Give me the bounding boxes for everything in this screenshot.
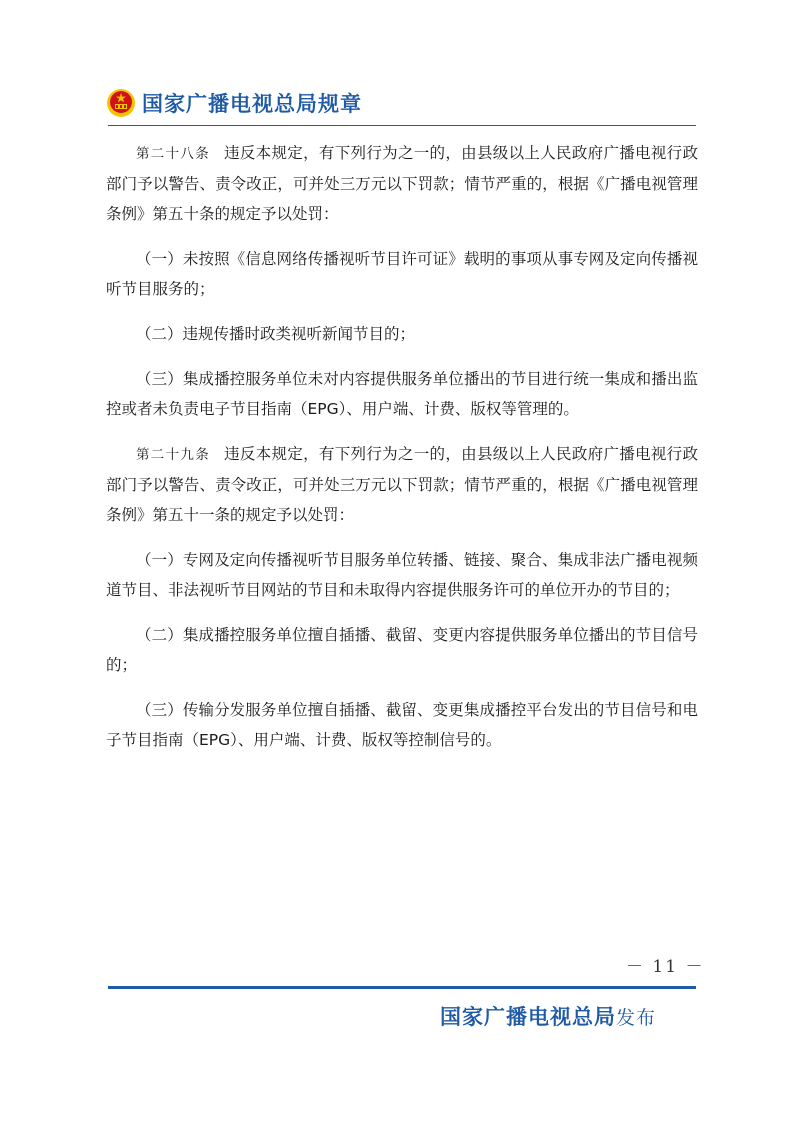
- article-paragraph: [106, 439, 698, 530]
- footer-divider: [108, 986, 696, 989]
- article-item: （一）专网及定向传播视听节目服务单位转播、链接、聚合、集成非法广播电视频道节目、非法视听节目网站的节目和未取得内容提供服务许可的单位开办的节目的；: [106, 551, 698, 599]
- article-item: （二）集成播控服务单位擅自插播、截留、变更内容提供服务单位播出的节目信号的；: [106, 626, 698, 674]
- article-number: 第二十八条: [136, 146, 211, 162]
- article-text: 违反本规定，有下列行为之一的，由县级以上人民政府广播电视行政部门予以警告、责令改正，可并处三万元以下罚款；情节严重的，根据《广播电视管理条例》第五十条的规定予以处罚：: [106, 144, 698, 223]
- footer-publisher: 国家广播电视总局: [440, 1005, 616, 1029]
- article-text: 违反本规定，有下列行为之一的，由县级以上人民政府广播电视行政部门予以警告、责令改正，可并处三万元以下罚款；情节严重的，根据《广播电视管理条例》第五十一条的规定予以处罚：: [106, 445, 698, 524]
- footer-suffix: 发布: [616, 1007, 657, 1029]
- article-item: （三）集成播控服务单位未对内容提供服务单位播出的节目进行统一集成和播出监控或者未负责电子节目指南（EPG）、用户端、计费、版权等管理的。: [106, 370, 698, 418]
- header-divider: [108, 125, 696, 126]
- article-item: （三）传输分发服务单位擅自插播、截留、变更集成播控平台发出的节目信号和电子节目指南（EPG）、用户端、计费、版权等控制信号的。: [106, 701, 698, 749]
- article-paragraph: [106, 138, 698, 229]
- national-emblem-icon: [106, 88, 136, 118]
- document-header: [106, 82, 362, 124]
- page-number: － 11 －: [626, 957, 705, 977]
- article-item: （二）违规传播时政类视听新闻节目的；: [136, 325, 416, 343]
- article-item: （一）未按照《信息网络传播视听节目许可证》载明的事项从事专网及定向传播视听节目服务的；: [106, 250, 698, 298]
- header-title: 国家广播电视总局规章: [142, 92, 362, 116]
- document-body: [106, 138, 698, 770]
- document-footer: [440, 1001, 656, 1031]
- article-number: 第二十九条: [136, 447, 211, 463]
